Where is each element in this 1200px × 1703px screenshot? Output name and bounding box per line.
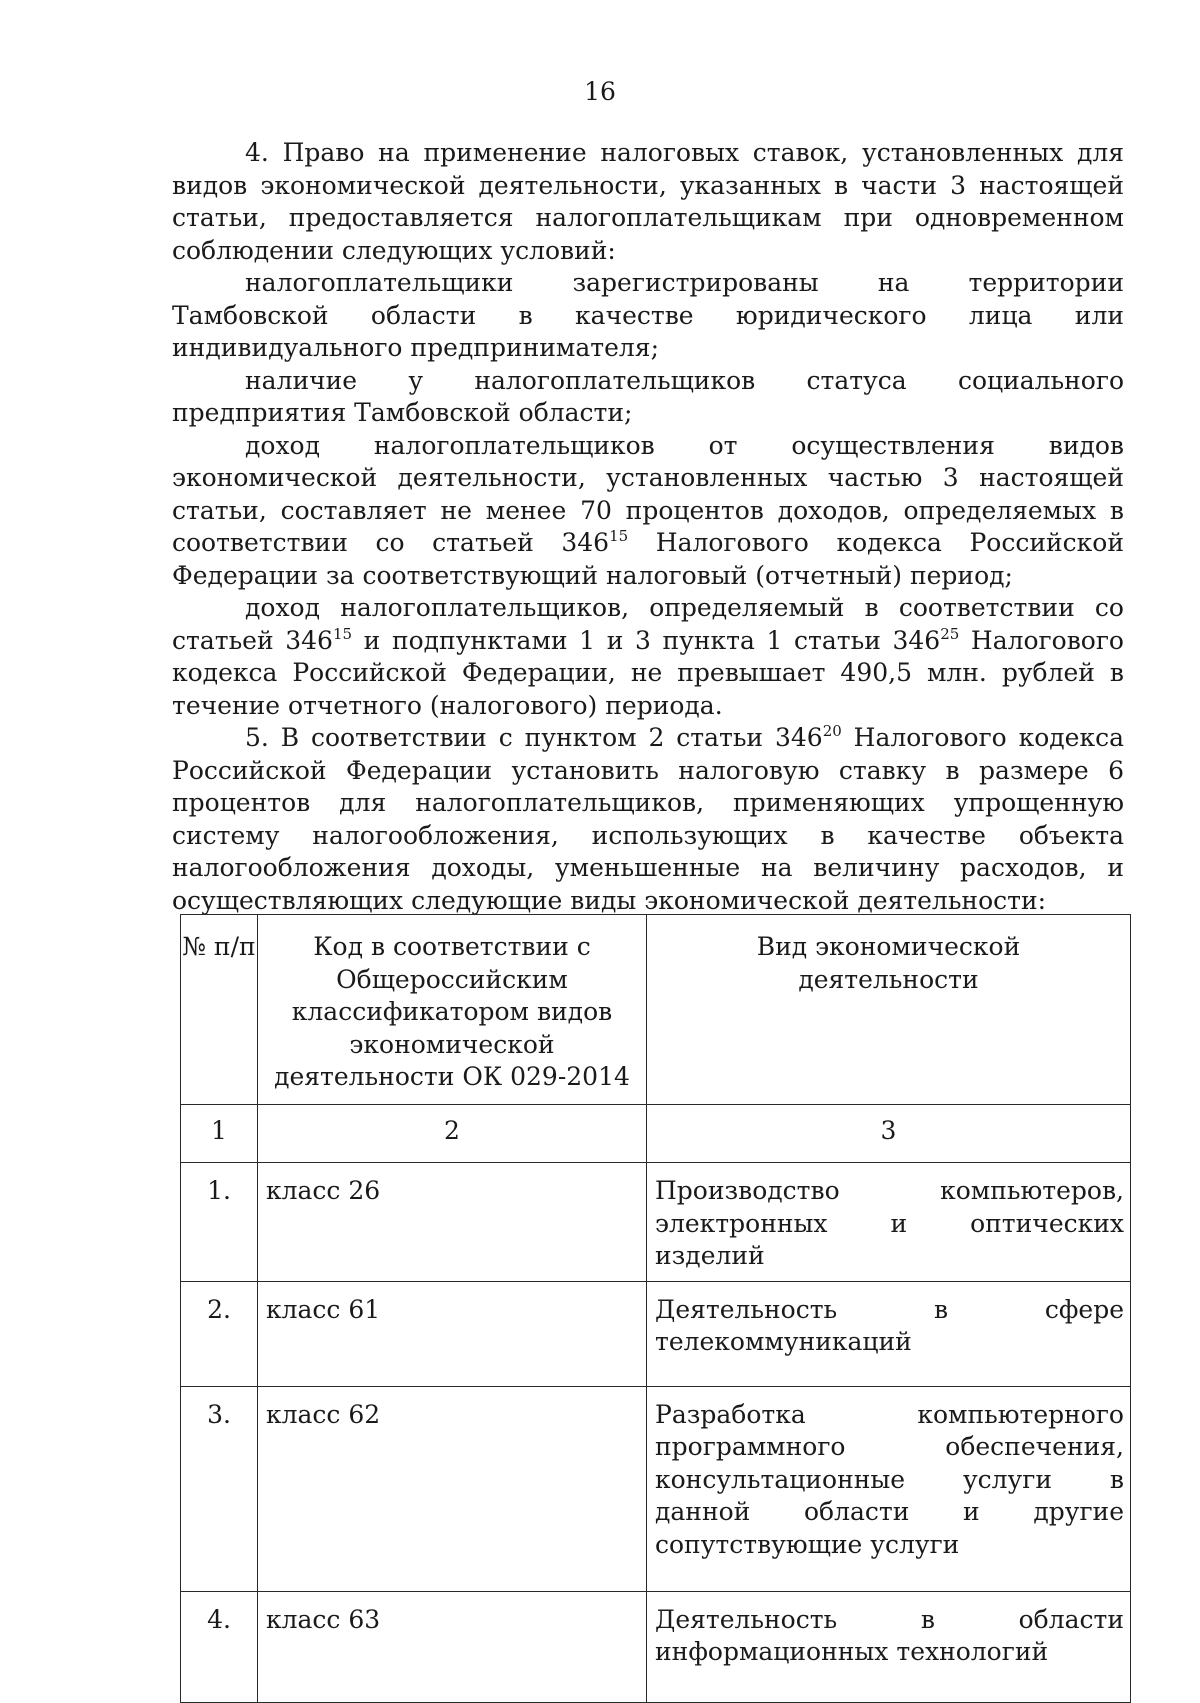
row-activity: Производство компьютеров, электронных и оптических изделий — [647, 1163, 1131, 1282]
table-row — [181, 1386, 1131, 1591]
article-superscript: 15 — [609, 527, 629, 545]
row-activity: Разработка компьютерного программного обеспечения, консультационные услуги в данной области и другие сопутствующие услуги — [647, 1386, 1131, 1591]
text-segment: доход налогоплательщиков от осуществления видов экономической деятельности, установленных частью 3 настоящей статьи, составляет не менее 70 процентов доходов, определяемых в соответствии со статьей 346 — [172, 430, 1124, 557]
text-segment: и подпунктами 1 и 3 пункта 1 статьи 346 — [352, 625, 941, 655]
column-number: 1 — [181, 1105, 258, 1163]
condition-income-share — [172, 430, 1124, 593]
table-row — [181, 1591, 1131, 1702]
article-superscript: 15 — [332, 624, 353, 643]
table-row — [181, 1163, 1131, 1282]
row-num: 1. — [181, 1163, 258, 1282]
row-num: 4. — [181, 1591, 258, 1702]
article-superscript: 25 — [940, 624, 960, 643]
text-segment: Налогового кодекса Российской Федерации установить налоговую ставку в размере 6 процентов для налогоплательщиков, применяющих упрощенную систему налогообложения, использующих в качестве объекта налогообложения доходы, уменьшенные на величину расходов, и осуществляющих следующие виды экономической деятельности: — [172, 723, 1124, 915]
column-number-row — [181, 1105, 1131, 1163]
row-activity: Деятельность в сфере телекоммуникаций — [647, 1281, 1131, 1386]
header-num: № п/п — [181, 915, 258, 1105]
row-code: класс 61 — [258, 1281, 647, 1386]
text-segment: 5. В соответствии с пунктом 2 статьи 346 — [245, 723, 823, 752]
header-activity: Вид экономической деятельности — [647, 915, 1131, 1105]
document-body — [172, 137, 1124, 917]
condition-income-limit — [172, 592, 1124, 722]
row-num: 3. — [181, 1386, 258, 1591]
column-number: 2 — [258, 1105, 647, 1163]
row-num: 2. — [181, 1281, 258, 1386]
condition-registration: налогоплательщики зарегистрированы на территории Тамбовской области в качестве юридического лица или индивидуального предпринимателя; — [172, 268, 1124, 362]
text-segment: Налогового кодекса Российской Федерации, не превышает 490,5 млн. рублей в течение отчетного (налогового) периода. — [172, 625, 1124, 720]
row-activity: Деятельность в области информационных технологий — [647, 1591, 1131, 1702]
article-superscript: 20 — [822, 722, 842, 740]
table-header-row — [181, 915, 1131, 1105]
activity-table — [180, 914, 1131, 1703]
row-code: класс 63 — [258, 1591, 647, 1702]
header-code: Код в соответствии с Общероссийским классификатором видов экономической деятельности ОК 029-2014 — [258, 915, 647, 1105]
text-segment: доход налогоплательщиков, определяемый в соответствии со статьей 346 — [172, 593, 1124, 655]
paragraph-5 — [172, 722, 1124, 917]
row-code: класс 26 — [258, 1163, 647, 1282]
table-row — [181, 1281, 1131, 1386]
column-number: 3 — [647, 1105, 1131, 1163]
page-number: 16 — [584, 77, 616, 106]
row-code: класс 62 — [258, 1386, 647, 1591]
paragraph-4: 4. Право на применение налоговых ставок, установленных для видов экономической деятельности, указанных в части 3 настоящей статьи, предоставляется налогоплательщикам при одновременном соблюдении следующих условий: — [172, 138, 1124, 265]
condition-social-status: наличие у налогоплательщиков статуса социального предприятия Тамбовской области; — [172, 365, 1124, 427]
text-segment: Налогового кодекса Российской Федерации за соответствующий налоговый (отчетный) период; — [172, 528, 1124, 590]
